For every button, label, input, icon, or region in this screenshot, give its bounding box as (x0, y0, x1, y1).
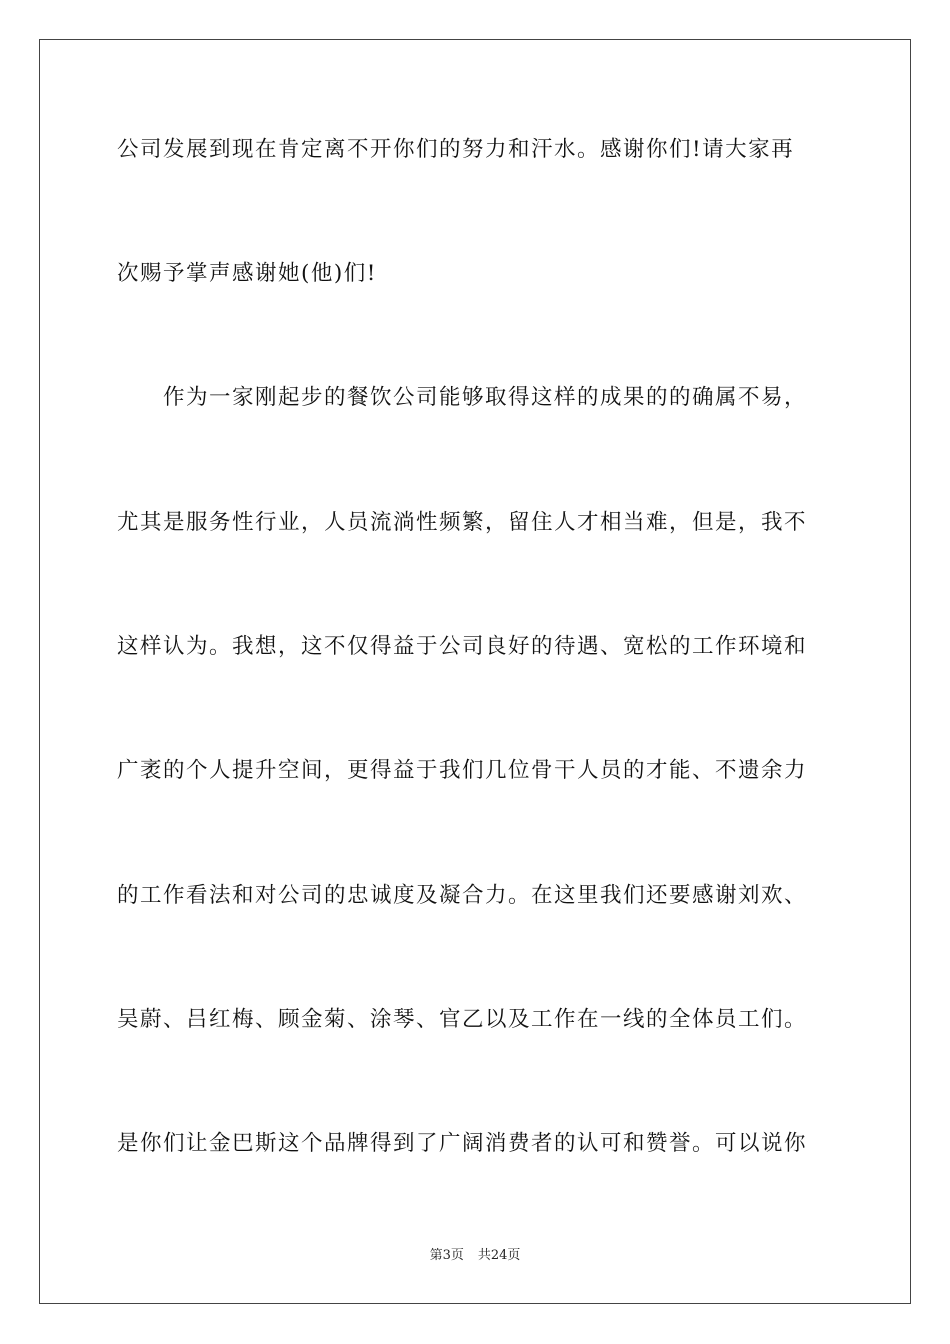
page-number: 第3页 (429, 1248, 464, 1263)
body-text-line-5: 这样认为。我想，这不仅得益于公司良好的待遇、宽松的工作环境和 (117, 634, 808, 659)
body-text-line-2: 次赐予掌声感谢她(他)们! (117, 261, 377, 286)
body-text-line-6: 广袤的个人提升空间，更得益于我们几位骨干人员的才能、不遗余力 (117, 758, 808, 783)
body-text-line-1: 公司发展到现在肯定离不开你们的努力和汗水。感谢你们!请大家再 (117, 137, 795, 162)
body-text-line-9: 是你们让金巴斯这个品牌得到了广阔消费者的认可和赞誉。可以说你 (117, 1131, 808, 1156)
page-total: 共24页 (477, 1248, 521, 1263)
page-border (39, 39, 911, 1304)
body-text-line-3: 作为一家刚起步的餐饮公司能够取得这样的成果的的确属不易， (163, 385, 808, 410)
body-text-line-7: 的工作看法和对公司的忠诚度及凝合力。在这里我们还要感谢刘欢、 (117, 883, 808, 908)
page-footer (0, 1247, 950, 1265)
body-text-line-4: 尤其是服务性行业，人员流淌性频繁，留住人才相当难，但是，我不 (117, 510, 808, 535)
body-text-line-8: 吴蔚、吕红梅、顾金菊、涂琴、官乙以及工作在一线的全体员工们。 (117, 1007, 808, 1032)
